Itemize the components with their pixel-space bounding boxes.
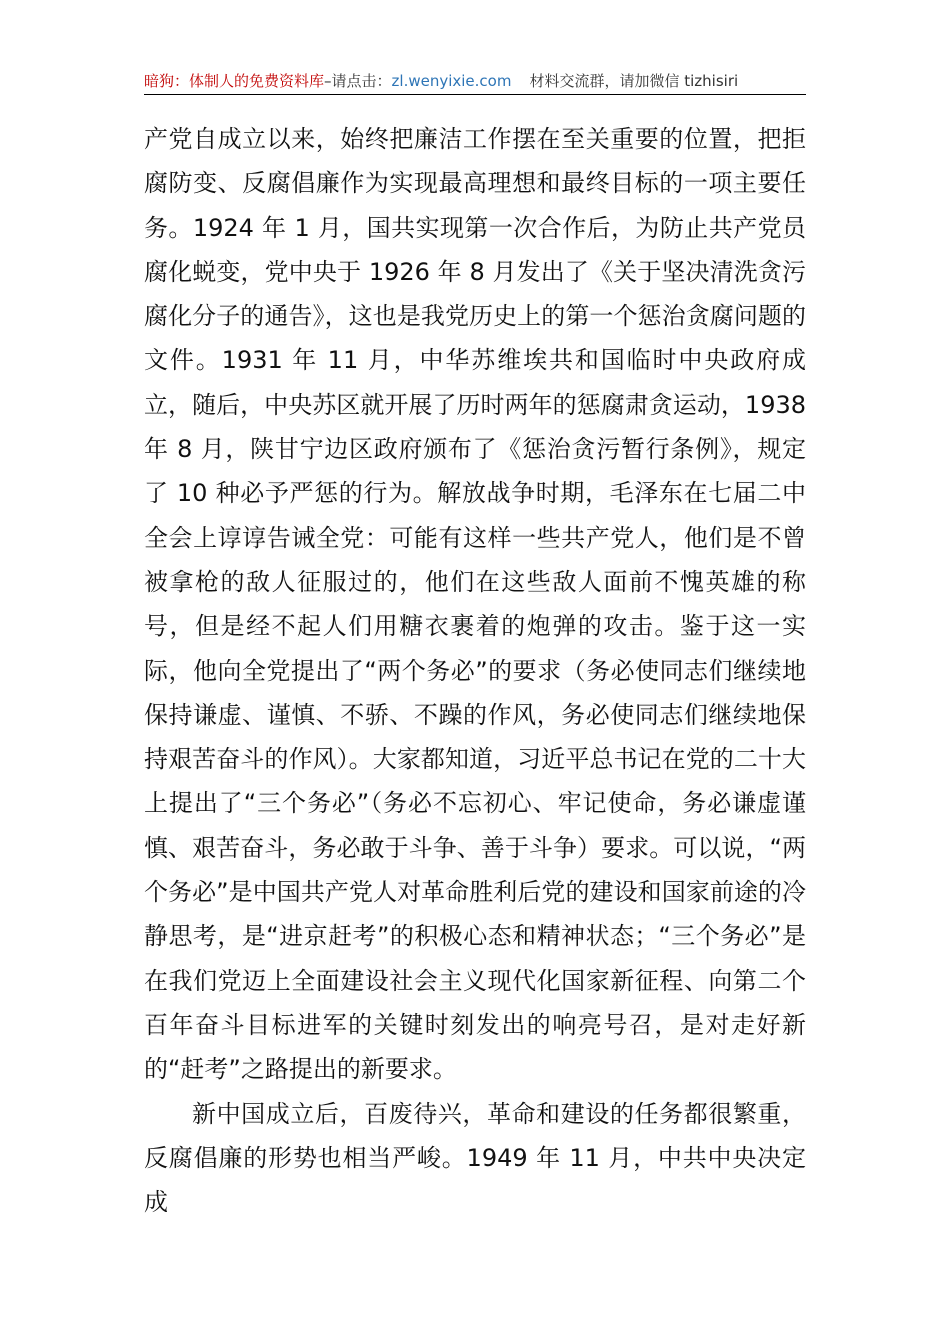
body-paragraph-1: 产党自成立以来，始终把廉洁工作摆在至关重要的位置，把拒腐防变、反腐倡廉作为实现最高理想和最终目标的一项主要任务。1924 年 1 月，国共实现第一次合作后，为防止共产党员腐化蜕变，党中央于 1926 年 8 月发出了《关于坚决清洗贪污腐化分子的通告》，这也是我党历史上的第一个惩治贪腐问题的文件。1931 年 11 月，中华苏维埃共和国临时中央政府成立，随后，中央苏区就开展了历时两年的惩腐肃贪运动，1938 年 8 月，陕甘宁边区政府颁布了《惩治贪污暂行条例》，规定了 10 种必予严惩的行为。解放战争时期，毛泽东在七届二中全会上谆谆告诫全党：可能有这样一些共产党人，他们是不曾被拿枪的敌人征服过的，他们在这些敌人面前不愧英雄的称号，但是经不起人们用糖衣裹着的炮弹的攻击。鉴于这一实际，他向全党提出了“两个务必”的要求（务必使同志们继续地保持谦虚、谨慎、不骄、不躁的作风，务必使同志们继续地保持艰苦奋斗的作风）。大家都知道，习近平总书记在党的二十大上提出了“三个务必”（务必不忘初心、牢记使命，务必谦虚谨慎、艰苦奋斗，务必敢于斗争、善于斗争）要求。可以说，“两个务必”是中国共产党人对革命胜利后党的建设和国家前途的冷静思考，是“进京赶考”的积极心态和精神状态；“三个务必”是在我们党迈上全面建设社会主义现代化国家新征程、向第二个百年奋斗目标进军的关键时刻发出的响亮号召，是对走好新的“赶考”之路提出的新要求。 <box>144 125 806 1084</box>
header-brand: 暗狗：体制人的免费资料库 <box>144 72 325 90</box>
header-url-link[interactable]: zl.wenyixie.com <box>391 72 512 90</box>
body-paragraph-2: 新中国成立后，百废待兴，革命和建设的任务都很繁重，反腐倡廉的形势也相当严峻。1949 年 11 月，中共中央决定成 <box>144 1099 806 1217</box>
document-body <box>144 117 806 1224</box>
page-header <box>144 70 806 95</box>
header-wechat-note: 材料交流群，请加微信 tizhisiri <box>529 72 739 90</box>
header-click-prompt: –请点击： <box>324 72 392 90</box>
